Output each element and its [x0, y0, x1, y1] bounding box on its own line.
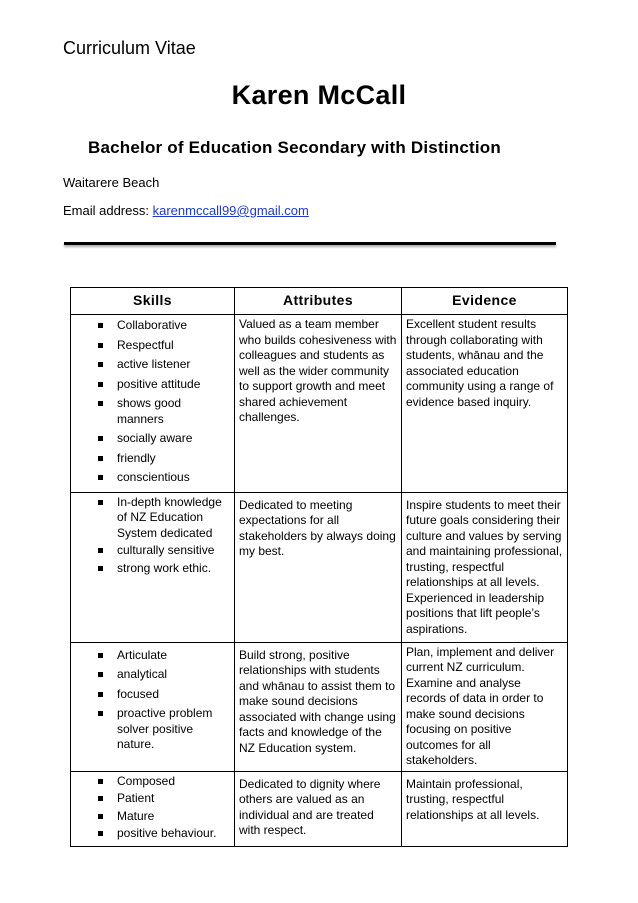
person-name: Karen McCall: [231, 80, 407, 110]
skill-item: focused: [117, 687, 230, 703]
skill-item: socially aware: [117, 431, 230, 447]
skill-item: friendly: [117, 451, 230, 467]
attribute-cell: Dedicated to dignity where others are valued as an individual and are treated with respect.: [235, 771, 402, 846]
skills-cell: [71, 492, 235, 642]
evidence-cell: Excellent student results through collaborating with students, whānau and the associated education community using a range of evidence based inquiry.: [402, 315, 568, 493]
skill-item: positive attitude: [117, 377, 230, 393]
skill-item: Articulate: [117, 648, 230, 664]
divider-rule: [64, 242, 556, 245]
attribute-cell: Valued as a team member who builds cohesiveness with colleagues and students as well as the wider community to support growth and meet shared achievement challenges.: [235, 315, 402, 493]
skill-item: In-depth knowledge of NZ Education System dedicated: [117, 495, 230, 542]
skill-item: culturally sensitive: [117, 543, 230, 559]
table-row: [71, 492, 568, 642]
degree-title: Bachelor of Education Secondary with Distinction: [88, 138, 501, 157]
skill-item: active listener: [117, 357, 230, 373]
header-evidence: Evidence: [402, 288, 568, 315]
evidence-cell: Maintain professional, trusting, respectful relationships at all levels.: [402, 771, 568, 846]
skills-cell: [71, 771, 235, 846]
header-skills: Skills: [71, 288, 235, 315]
skill-item: strong work ethic.: [117, 561, 230, 577]
table-header-row: [71, 288, 568, 315]
skill-item: analytical: [117, 667, 230, 683]
skill-item: Collaborative: [117, 318, 230, 334]
skill-item: positive behaviour.: [117, 826, 230, 842]
skill-item: Patient: [117, 791, 230, 807]
header-attributes: Attributes: [235, 288, 402, 315]
attribute-cell: Dedicated to meeting expectations for all stakeholders by always doing my best.: [235, 492, 402, 642]
table-row: [71, 771, 568, 846]
skill-item: proactive problem solver positive nature.: [117, 706, 230, 753]
skill-item: Composed: [117, 774, 230, 790]
email-line: [63, 203, 309, 218]
document-label: Curriculum Vitae: [63, 38, 196, 58]
skills-cell: [71, 642, 235, 771]
email-label: Email address:: [63, 203, 153, 218]
skill-item: shows good manners: [117, 396, 230, 427]
table-row: [71, 315, 568, 493]
location: Waitarere Beach: [63, 175, 160, 190]
evidence-cell: Inspire students to meet their future goals considering their culture and values by serving and maintaining professional, trusting, respectful relationships at all levels. Experienced in leadership positions that lift people’s aspirations.: [402, 492, 568, 642]
evidence-cell: Plan, implement and deliver current NZ curriculum. Examine and analyse records of data in order to make sound decisions focusing on positive outcomes for all stakeholders.: [402, 642, 568, 771]
skill-item: Mature: [117, 809, 230, 825]
attribute-cell: Build strong, positive relationships with students and whānau to assist them to make sound decisions associated with change using facts and knowledge of the NZ Education system.: [235, 642, 402, 771]
skill-item: conscientious: [117, 470, 230, 486]
skill-item: Respectful: [117, 338, 230, 354]
table-row: [71, 642, 568, 771]
email-link[interactable]: karenmccall99@gmail.com: [152, 203, 309, 218]
skills-table: [70, 287, 568, 847]
skills-cell: [71, 315, 235, 493]
